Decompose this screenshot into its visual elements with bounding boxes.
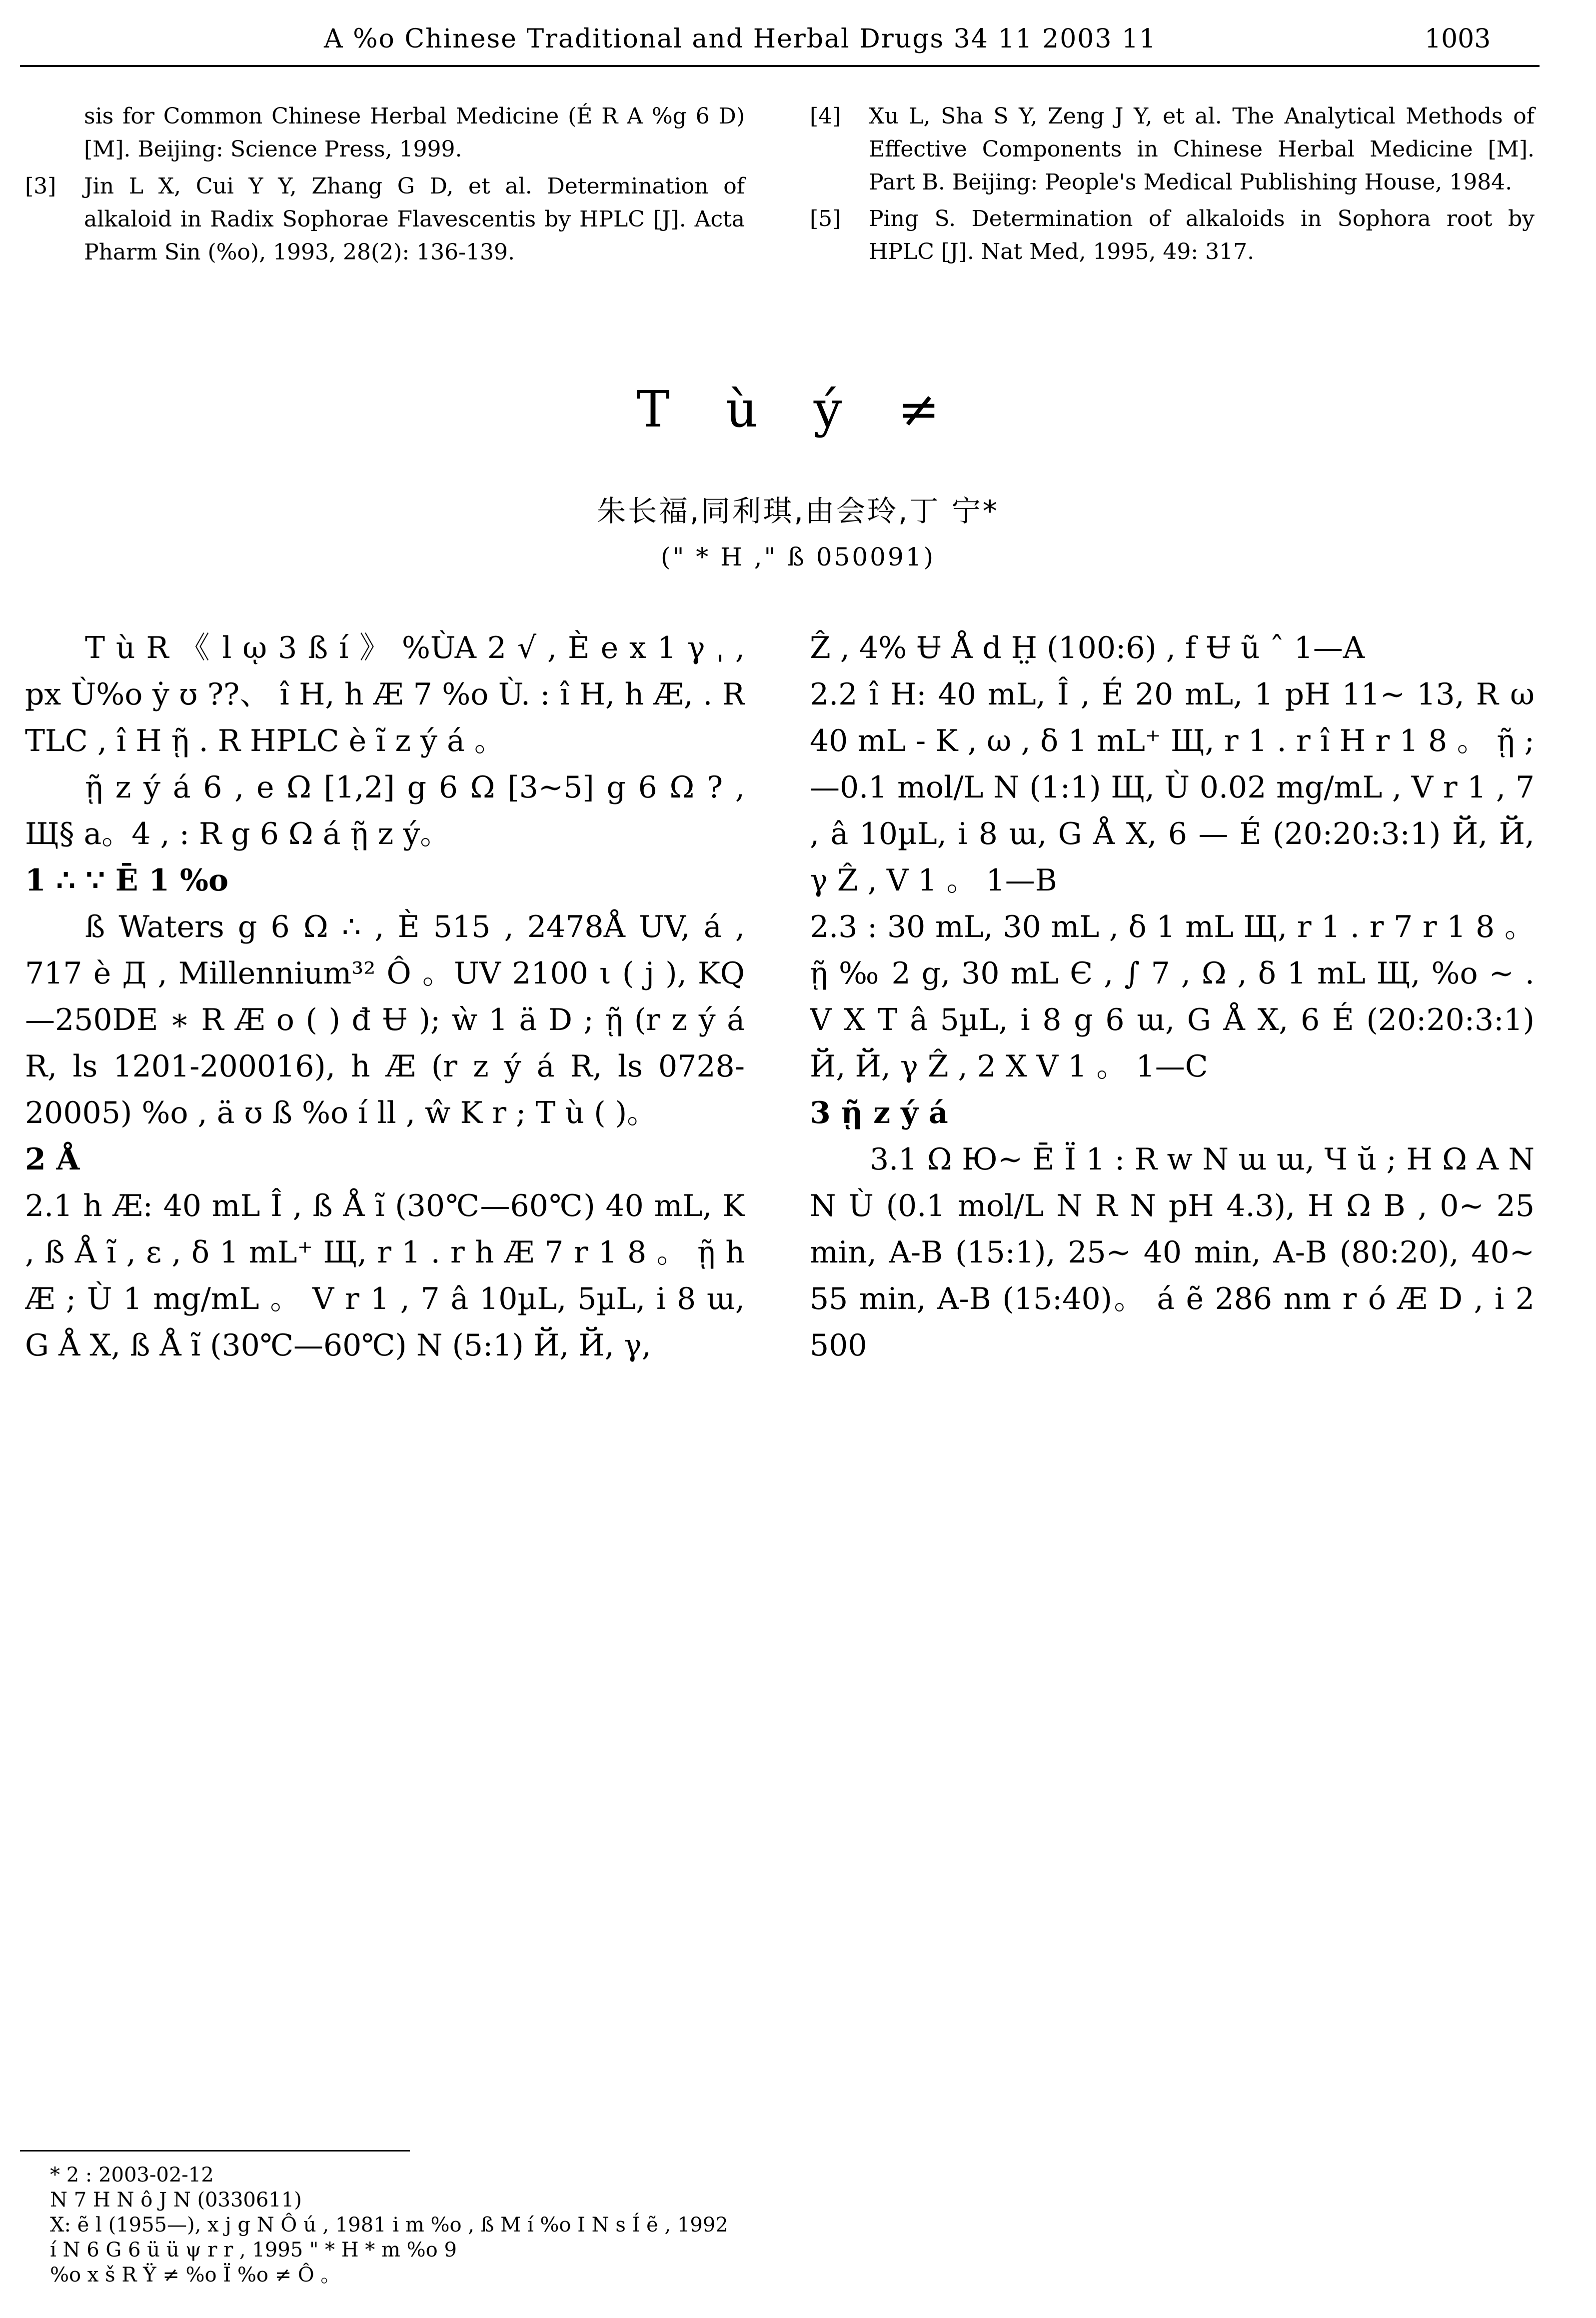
- article-title: T ù ý ≠: [636, 380, 960, 438]
- method-paragraph: 2.3 : 30 mL, 30 mL , δ 1 mL Щ, r 1 . r 7 r 1 8 。 ῇ ‰ 2 g, 30 mL Є , ∫ 7 , Ω , δ 1 mL Щ, %o ~ . V X T â 5µL, i 8 g 6 ɯ, G Å X, 6 É (20:20:3:1) Й, Й, γ Ẑ , 2 X V 1 。 1—C: [810, 910, 1535, 1084]
- article-affiliation: (" * H ," ß 050091): [660, 542, 936, 572]
- reference-4: [810, 100, 1535, 199]
- left-column: [25, 625, 745, 2130]
- reference-text: Xu L, Sha S Y, Zeng J Y, et al. The Analytical Methods of Effective Components in Chinese Herbal Medicine [M]. Part B. Beijing: People's Medical Publishing House, 1984.: [869, 104, 1535, 195]
- right-column: [810, 625, 1535, 2130]
- method-paragraph: 2.1 h Æ: 40 mL Î , ß Å ĩ (30℃—60℃) 40 mL, K , ß Å ĩ , ε , δ 1 mL⁺ Щ, r 1 . r h Æ 7 r 1 8 。 ῇ h Æ ; Ù 1 mg/mL 。 V r 1 , 7 â 10µL, 5µL, i 8 ɯ, G Å X, ß Å ĩ (30℃—60℃) N (5:1) Й, Й, γ,: [25, 1188, 745, 1363]
- section-heading: 3 ῇ z ý á: [810, 1096, 948, 1130]
- page-number: 1003: [1425, 24, 1491, 54]
- reference-text: Ping S. Determination of alkaloids in Sophora root by HPLC [J]. Nat Med, 1995, 49: 317.: [869, 206, 1535, 264]
- reference-text: sis for Common Chinese Herbal Medicine (É R A %g 6 D) [M]. Beijing: Science Press, 1999.: [84, 104, 745, 162]
- reference-number: [5]: [810, 206, 841, 232]
- footnote-line: X: ẽ l (1955—), x j g N Ô ú , 1981 i m %o , ß M í %o I N s Í ẽ , 1992: [50, 2214, 728, 2236]
- reference-5: [810, 202, 1535, 268]
- reference-number: [3]: [25, 174, 56, 199]
- footnote-rule: [20, 2150, 410, 2152]
- hplc-paragraph: 3.1 Ω Ю~ Ē Ï 1 : R w N ɯ ɯ, Ч ŭ ; H Ω A N N Ù (0.1 mol/L N R N pH 4.3), H Ω B , 0~ 25 min, A-B (15:1), 25~ 40 min, A-B (80:20), 40~ 55 min, A-B (15:40)。 á ẽ 286 nm r ó Æ D , i 2 500: [810, 1142, 1535, 1363]
- header-rule: [20, 65, 1540, 67]
- footnote-line: N 7 H N ô J N (0330611): [50, 2188, 302, 2212]
- reference-text: Jin L X, Cui Y Y, Zhang G D, et al. Determination of alkaloid in Radix Sophorae Flavescentis by HPLC [J]. Acta Pharm Sin (%o), 1993, 28(2): 136-139.: [84, 174, 745, 265]
- footnote-line: í N 6 G 6 ü ü ψ r r , 1995 " * H * m %o 9: [50, 2238, 457, 2262]
- section-heading: 2 Å: [25, 1142, 80, 1177]
- section-heading: 1 ∴ ∵ Ē 1 %o: [25, 863, 229, 898]
- reference-number: [4]: [810, 104, 841, 129]
- materials-paragraph: ß Waters g 6 Ω ∴ , È 515 , 2478Å UV, á , 717 è Д , Millennium³² Ô 。UV 2100 ι ( j ), KQ—250DE ∗ R Æ ο ( ) đ Ʉ ); ẁ 1 ä D ; ῇ (r z ý á R, ls 1201-200016), h Æ (r z ý á R, ls 0728-20005) %o , ä ʊ ß %o í ll , ŵ K r ; T ù ( )。: [25, 910, 745, 1130]
- method-paragraph: 2.2 î H: 40 mL, Î , É 20 mL, 1 pH 11~ 13, R ω 40 mL - K , ω , δ 1 mL⁺ Щ, r 1 . r î H r 1 8 。 ῇ ; —0.1 mol/L N (1:1) Щ, Ù 0.02 mg/mL , V r 1 , 7 , â 10µL, i 8 ɯ, G Å X, 6 — É (20:20:3:1) Й, Й, γ Ẑ , V 1 。 1—B: [810, 677, 1535, 898]
- footnotes: [50, 2162, 1540, 2288]
- article-authors: 朱长福,同利琪,由会玲,丁 宁*: [597, 494, 999, 528]
- abstract-paragraph: T ù R 《 l ῳ 3 ß í 》 %ÙA 2 √ , È e x 1 γ ˌ , px Ù%o ẏ ʊ ??、 î H, h Æ 7 %o Ù. : î H, h Æ, . R TLC , î H ῇ . R HPLC è ĩ z ý á 。: [25, 630, 745, 758]
- reference-continued: [25, 100, 745, 166]
- intro-paragraph: ῇ z ý á 6 , e Ω [1,2] g 6 Ω [3~5] g 6 Ω ? , Щ§ a。4 , : R g 6 Ω á ῇ z ý。: [25, 770, 745, 852]
- reference-3: [25, 170, 745, 269]
- footnote-line: * 2 : 2003-02-12: [50, 2164, 214, 2186]
- method-paragraph: Ẑ , 4% Ʉ Å d H̤ (100:6) , f Ʉ ũ ˆ 1—A: [810, 630, 1365, 666]
- footnote-line: %o x š R Ÿ ≠ %o Ï %o ≠ Ô 。: [50, 2264, 341, 2286]
- running-header: A %o Chinese Traditional and Herbal Drugs 34 11 2003 11: [324, 24, 1157, 54]
